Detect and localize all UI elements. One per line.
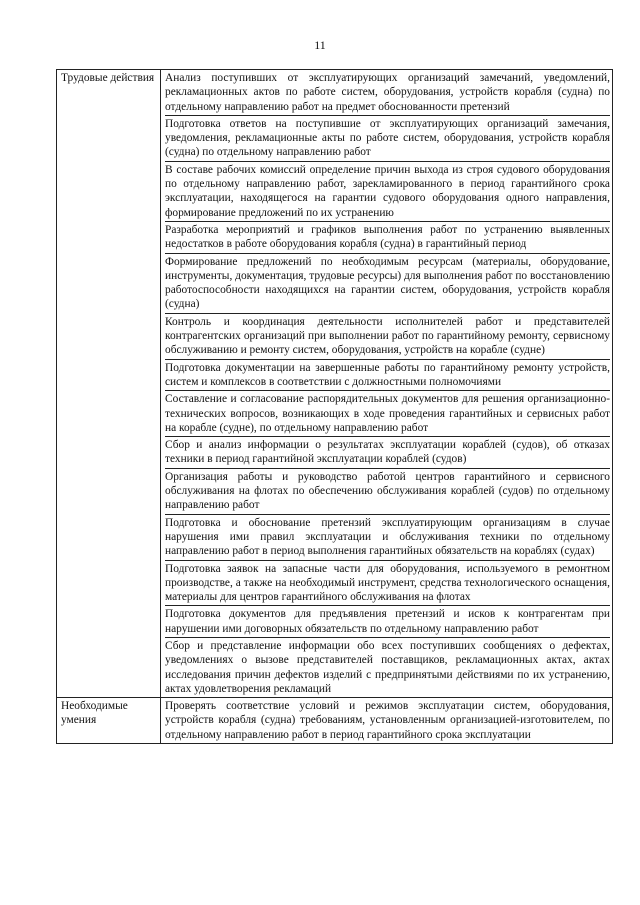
list-item: В составе рабочих комиссий определение причин выхода из строя судового оборудования по отдельному направлению работ, зарекламированного в период гарантийного срока эксплуатации, находящегося на гарантии судового оборудования одного направления, формирование предложений по их устранению xyxy=(165,162,610,222)
page-number: 11 xyxy=(314,38,326,52)
list-item: Контроль и координация деятельности исполнителей работ и представителей контрагентских организаций при выполнении работ по гарантийному ремонту, сервисному обслуживанию и ремонту систем, оборудования, устройств на корабле (судне) xyxy=(165,314,610,360)
table-row xyxy=(57,70,613,698)
row-label: Необходимые умения xyxy=(57,698,161,744)
list-item: Подготовка заявок на запасные части для оборудования, используемого в ремонтном производстве, а также на необходимый инструмент, средства технологического оснащения, материалы для центров гарантийного обслуживания на флотах xyxy=(165,561,610,607)
row-label: Трудовые действия xyxy=(57,70,161,698)
list-item: Подготовка документов для предъявления претензий и исков к контрагентам при нарушении ими договорных обязательств по отдельному направлению работ xyxy=(165,606,610,638)
qualification-table xyxy=(56,69,613,744)
list-item: Подготовка ответов на поступившие от эксплуатирующих организаций замечания, уведомления, рекламационные акты по работе систем, оборудования, устройств корабля (судна) по отдельному направлению работ xyxy=(165,116,610,162)
list-item: Подготовка и обоснование претензий эксплуатирующим организациям в случае нарушения ими правил эксплуатации и обслуживания техники по отдельному направлению работ в период выполнения гарантийных обязательств на кораблях (судах) xyxy=(165,515,610,561)
list-item: Составление и согласование распорядительных документов для решения организационно-технических вопросов, возникающих в ходе проведения гарантийных и сервисных работ на корабле (судне), по отдельному направлению работ xyxy=(165,391,610,437)
list-item: Подготовка документации на завершенные работы по гарантийному ремонту устройств, систем и комплексов в соответствии с должностными полномочиями xyxy=(165,360,610,392)
list-item: Формирование предложений по необходимым ресурсам (материалы, оборудование, инструменты, документация, трудовые ресурсы) для выполнения работ по восстановлению работоспособности находящихся на гарантии систем, оборудования, устройств корабля (судна) xyxy=(165,254,610,314)
table-row xyxy=(57,698,613,744)
list-item: Сбор и анализ информации о результатах эксплуатации кораблей (судов), об отказах техники в период гарантийной эксплуатации кораблей (судов) xyxy=(165,437,610,469)
list-item: Анализ поступивших от эксплуатирующих организаций замечаний, уведомлений, рекламационных актов по работе систем, оборудования, устройств корабля (судна) по отдельному направлению работ на предмет обоснованности претензий xyxy=(165,70,610,116)
list-item: Организация работы и руководство работой центров гарантийного и сервисного обслуживания на флотах по обеспечению обслуживания кораблей (судов) по отдельному направлению работ xyxy=(165,469,610,515)
list-item: Сбор и представление информации обо всех поступивших сообщениях о дефектах, уведомлениях о вызове представителей поставщиков, рекламационных актах, актах исследования причин дефектов изделий с предпринятыми действиями по их устранению, актах удовлетворения рекламаций xyxy=(165,639,610,695)
list-item: Разработка мероприятий и графиков выполнения работ по устранению выявленных недостатков в работе оборудования корабля (судна) в гарантийный период xyxy=(165,222,610,254)
row-items xyxy=(161,70,613,698)
row-items xyxy=(161,698,613,744)
list-item: Проверять соответствие условий и режимов эксплуатации систем, оборудования, устройств корабля (судна) требованиям, установленным организацией-изготовителем, по отдельному направлению работ в период гарантийного срока эксплуатации xyxy=(165,700,610,741)
